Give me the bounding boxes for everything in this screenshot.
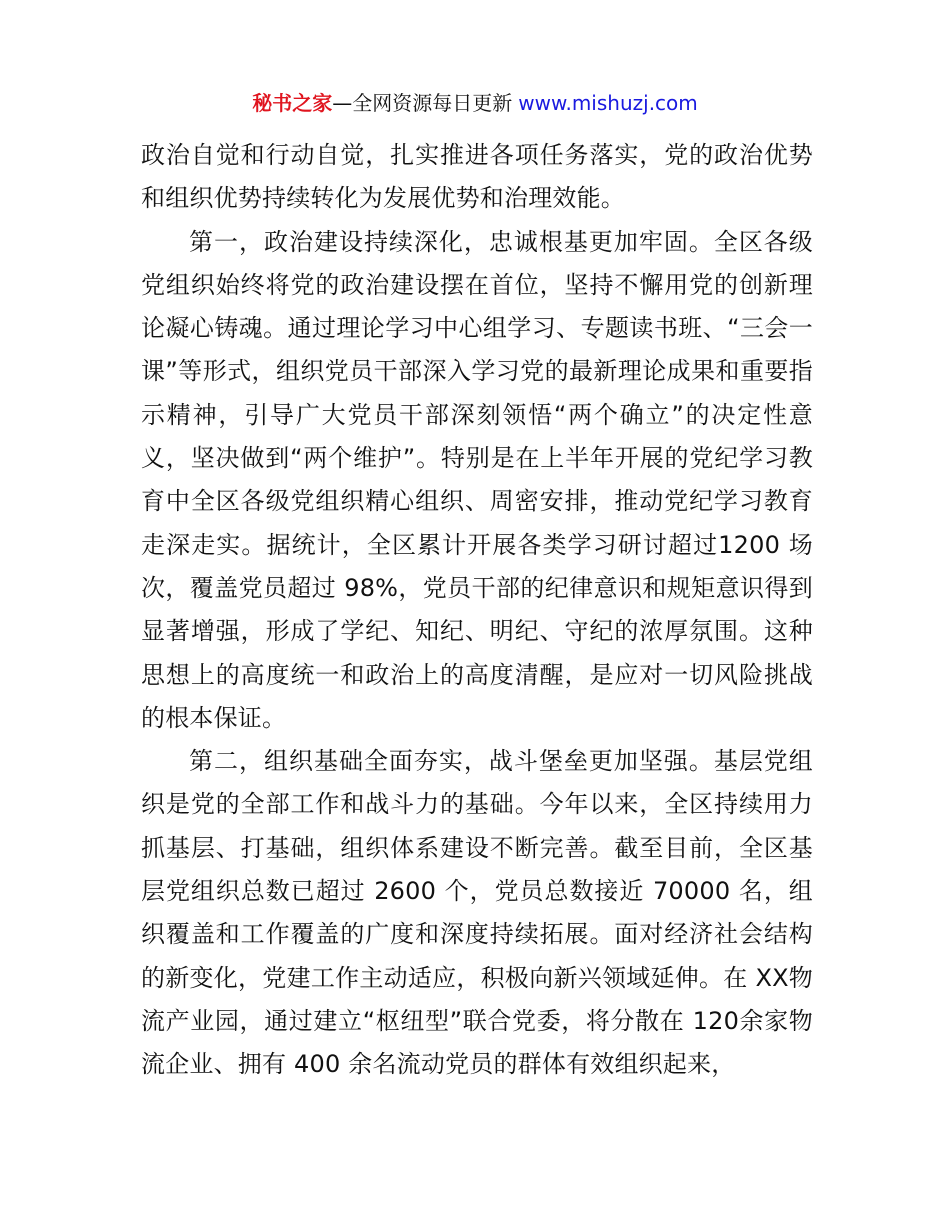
page-header	[0, 90, 950, 116]
brand-name: 秘书之家	[252, 91, 333, 115]
website-link[interactable]: www.mishuzj.com	[518, 91, 698, 115]
paragraph-political-construction: 第一，政治建设持续深化，忠诚根基更加牢固。全区各级党组织始终将党的政治建设摆在首位，坚持不懈用党的创新理论凝心铸魂。通过理论学习中心组学习、专题读书班、“三会一课”等形式，组织党员干部深入学习党的最新理论成果和重要指示精神，引导广大党员干部深刻领悟“两个确立”的决定性意义，坚决做到“两个维护”。特别是在上半年开展的党纪学习教育中全区各级党组织精心组织、周密安排，推动党纪学习教育走深走实。据统计，全区累计开展各类学习研讨超过1200 场次，覆盖党员超过 98%，党员干部的纪律意识和规矩意识得到显著增强，形成了学纪、知纪、明纪、守纪的浓厚氛围。这种思想上的高度统一和政治上的高度清醒，是应对一切风险挑战的根本保证。	[141, 227, 813, 732]
paragraph-organization-foundation: 第二，组织基础全面夯实，战斗堡垒更加坚强。基层党组织是党的全部工作和战斗力的基础。今年以来，全区持续用力抓基层、打基础，组织体系建设不断完善。截至目前，全区基层党组织总数已超过 2600 个，党员总数接近 70000 名，组织覆盖和工作覆盖的广度和深度持续拓展。面对经济社会结构的新变化，党建工作主动适应，积极向新兴领域延伸。在 XX物流产业园，通过建立“枢纽型”联合党委，将分散在 120余家物流企业、拥有 400 余名流动党员的群体有效组织起来，	[141, 747, 813, 1079]
document-body	[141, 134, 813, 1087]
header-tagline: —全网资源每日更新	[332, 91, 513, 115]
paragraph-continuation: 政治自觉和行动自觉，扎实推进各项任务落实，党的政治优势和组织优势持续转化为发展优势和治理效能。	[141, 141, 813, 213]
